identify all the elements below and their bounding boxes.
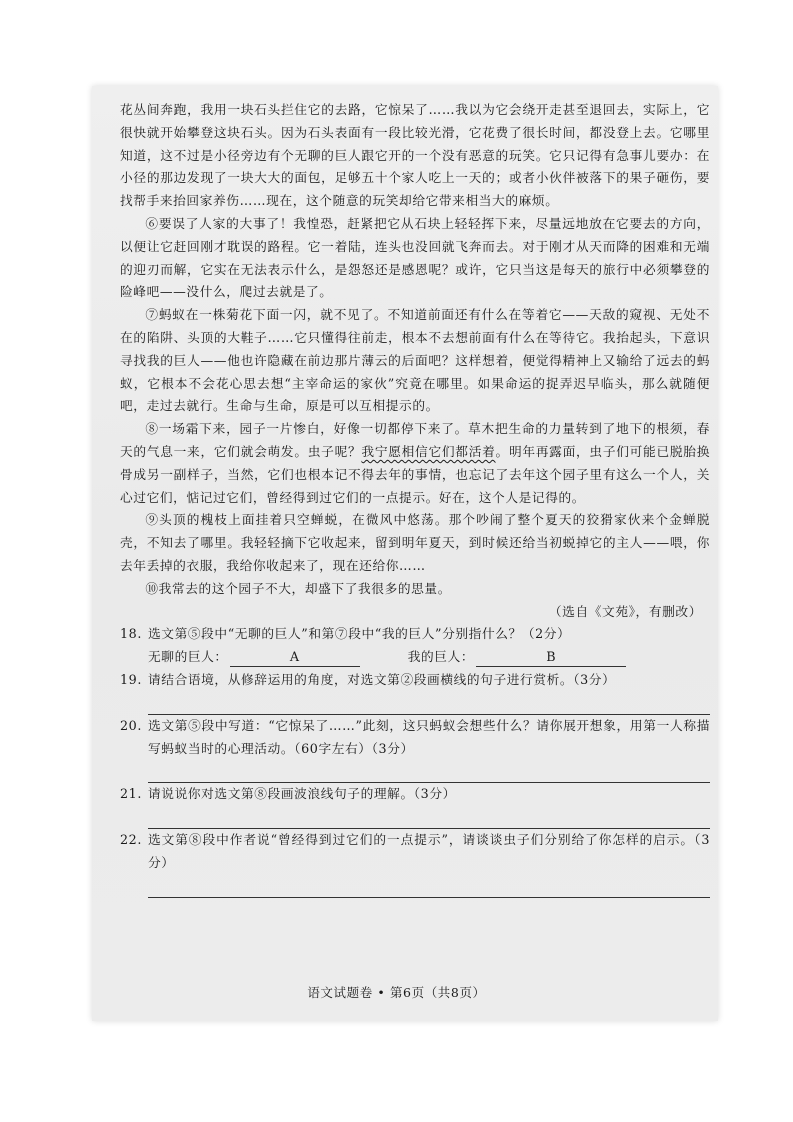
blank-b-label: 我的巨人： xyxy=(407,649,475,665)
question-19 xyxy=(120,669,710,692)
exam-content xyxy=(120,99,710,898)
answer-line[interactable] xyxy=(148,692,710,715)
question-20 xyxy=(120,715,710,761)
paragraph-7: ⑦蚂蚁在一株菊花下面一闪，就不见了。不知道前面还有什么在等着它——天敌的窥视、无处不在的陷阱、头顶的大鞋子……它只懂得往前走，根本不去想前面有什么在等待它。我抬起头，下意识寻找我的巨人——他也许隐藏在前边那片薄云的后面吧？这样想着，便觉得精神上又输给了远去的蚂蚁，它根本不会花心思去想“主宰命运的家伙”究竟在哪里。如果命运的捉弄迟早临头，那么就随便吧，走过去就行。生命与生命，原是可以互相提示的。 xyxy=(120,307,710,414)
question-number: 18. xyxy=(120,626,142,642)
question-21 xyxy=(120,783,710,806)
paragraph-5-continued: 花丛间奔跑，我用一块石头拦住它的去路，它惊呆了……我以为它会绕开走甚至退回去，实际上，它很快就开始攀登这块石头。因为石头表面有一段比较光滑，它花费了很长时间，都没登上去。它哪里知道，这不过是小径旁边有个无聊的巨人跟它开的一个没有恶意的玩笑。它只记得有急事儿要办：在小径的那边发现了一块大大的面包，足够五十个家人吃上一天的；或者小伙伴被落下的果子砸伤，要找帮手来抬回家养伤……现在，这个随意的玩笑却给它带来相当大的麻烦。 xyxy=(120,102,710,209)
paragraph-8-text-a: ⑧一场霜下来，园子一片惨白，好像一切都停下来了。草木把生命的力量转到了地下的根须，春天的气息一来，它们就会萌发。虫子呢？ xyxy=(120,421,710,459)
question-number: 19. xyxy=(120,671,142,687)
question-number: 21. xyxy=(120,786,142,802)
blank-b-field[interactable]: B xyxy=(476,648,626,667)
source-citation: （选自《文苑》，有删改） xyxy=(548,603,702,619)
question-text: 选文第⑤段中写道：“它惊呆了……”此刻，这只蚂蚁会想些什么？请你展开想象，用第一人称描写蚂蚁当时的心理活动。（60字左右）（3分） xyxy=(148,717,710,756)
question-text: 选文第⑧段中作者说“曾经得到过它们的一点提示”，请谈谈虫子们分别给了你怎样的启示。（3分） xyxy=(148,832,710,870)
paragraph-10: ⑩我常去的这个园子不大，却盛下了我很多的思量。 xyxy=(145,580,452,596)
paragraph-8 xyxy=(120,418,710,509)
wavy-underlined-sentence: 我宁愿相信它们都活着 xyxy=(361,443,496,459)
question-22 xyxy=(120,829,710,875)
blank-a-label: 无聊的巨人： xyxy=(148,649,228,665)
answer-line[interactable] xyxy=(148,760,710,783)
paragraph-9: ⑨头顶的槐枝上面挂着只空蝉蜕，在微风中悠荡。那个吵闹了整个夏天的狡猾家伙来个金蝉脱壳，不知去了哪里。我轻轻摘下它收起来，留到明年夏天，到时候还给当初蜕掉它的主人——喂，你去年丢掉的衣服，我给你收起来了，现在还给你…… xyxy=(120,512,710,573)
question-18 xyxy=(120,623,710,646)
page-footer: 语文试题卷 • 第6页（共8页） xyxy=(307,985,486,1000)
question-text: 请结合语境，从修辞运用的角度，对选文第②段画横线的句子进行赏析。（3分） xyxy=(148,671,616,687)
question-number: 20. xyxy=(120,717,142,733)
blank-a-field[interactable]: A xyxy=(230,648,360,667)
answer-line[interactable] xyxy=(148,806,710,829)
question-number: 22. xyxy=(120,832,142,848)
question-text: 请说说你对选文第⑧段画波浪线句子的理解。（3分） xyxy=(148,786,456,802)
answer-line[interactable] xyxy=(148,875,710,898)
question-text: 选文第⑤段中“无聊的巨人”和第⑦段中“我的巨人”分别指什么？（2分） xyxy=(148,626,571,642)
paragraph-6: ⑥要误了人家的大事了！我惶恐，赶紧把它从石块上轻轻挥下来，尽量远地放在它要去的方向，以便让它赶回刚才耽误的路程。它一着陆，连头也没回就飞奔而去。对于刚才从天而降的困难和无端的迎刃而解，它实在无法表示什么，是怨怒还是感恩呢？或许，它只当这是每天的旅行中必须攀登的险峰吧——没什么，爬过去就是了。 xyxy=(120,215,710,300)
paragraph-8-text-b: 。明年再露面，虫子们可能已脱胎换骨成另一副样子，当然，它们也根本记不得去年的事情，也忘记了去年这个园子里有这么一个人，关心过它们，惦记过它们，曾经得到过它们的一点提示。好在，这个人是记得的。 xyxy=(120,443,710,505)
question-18-blanks xyxy=(148,646,710,669)
